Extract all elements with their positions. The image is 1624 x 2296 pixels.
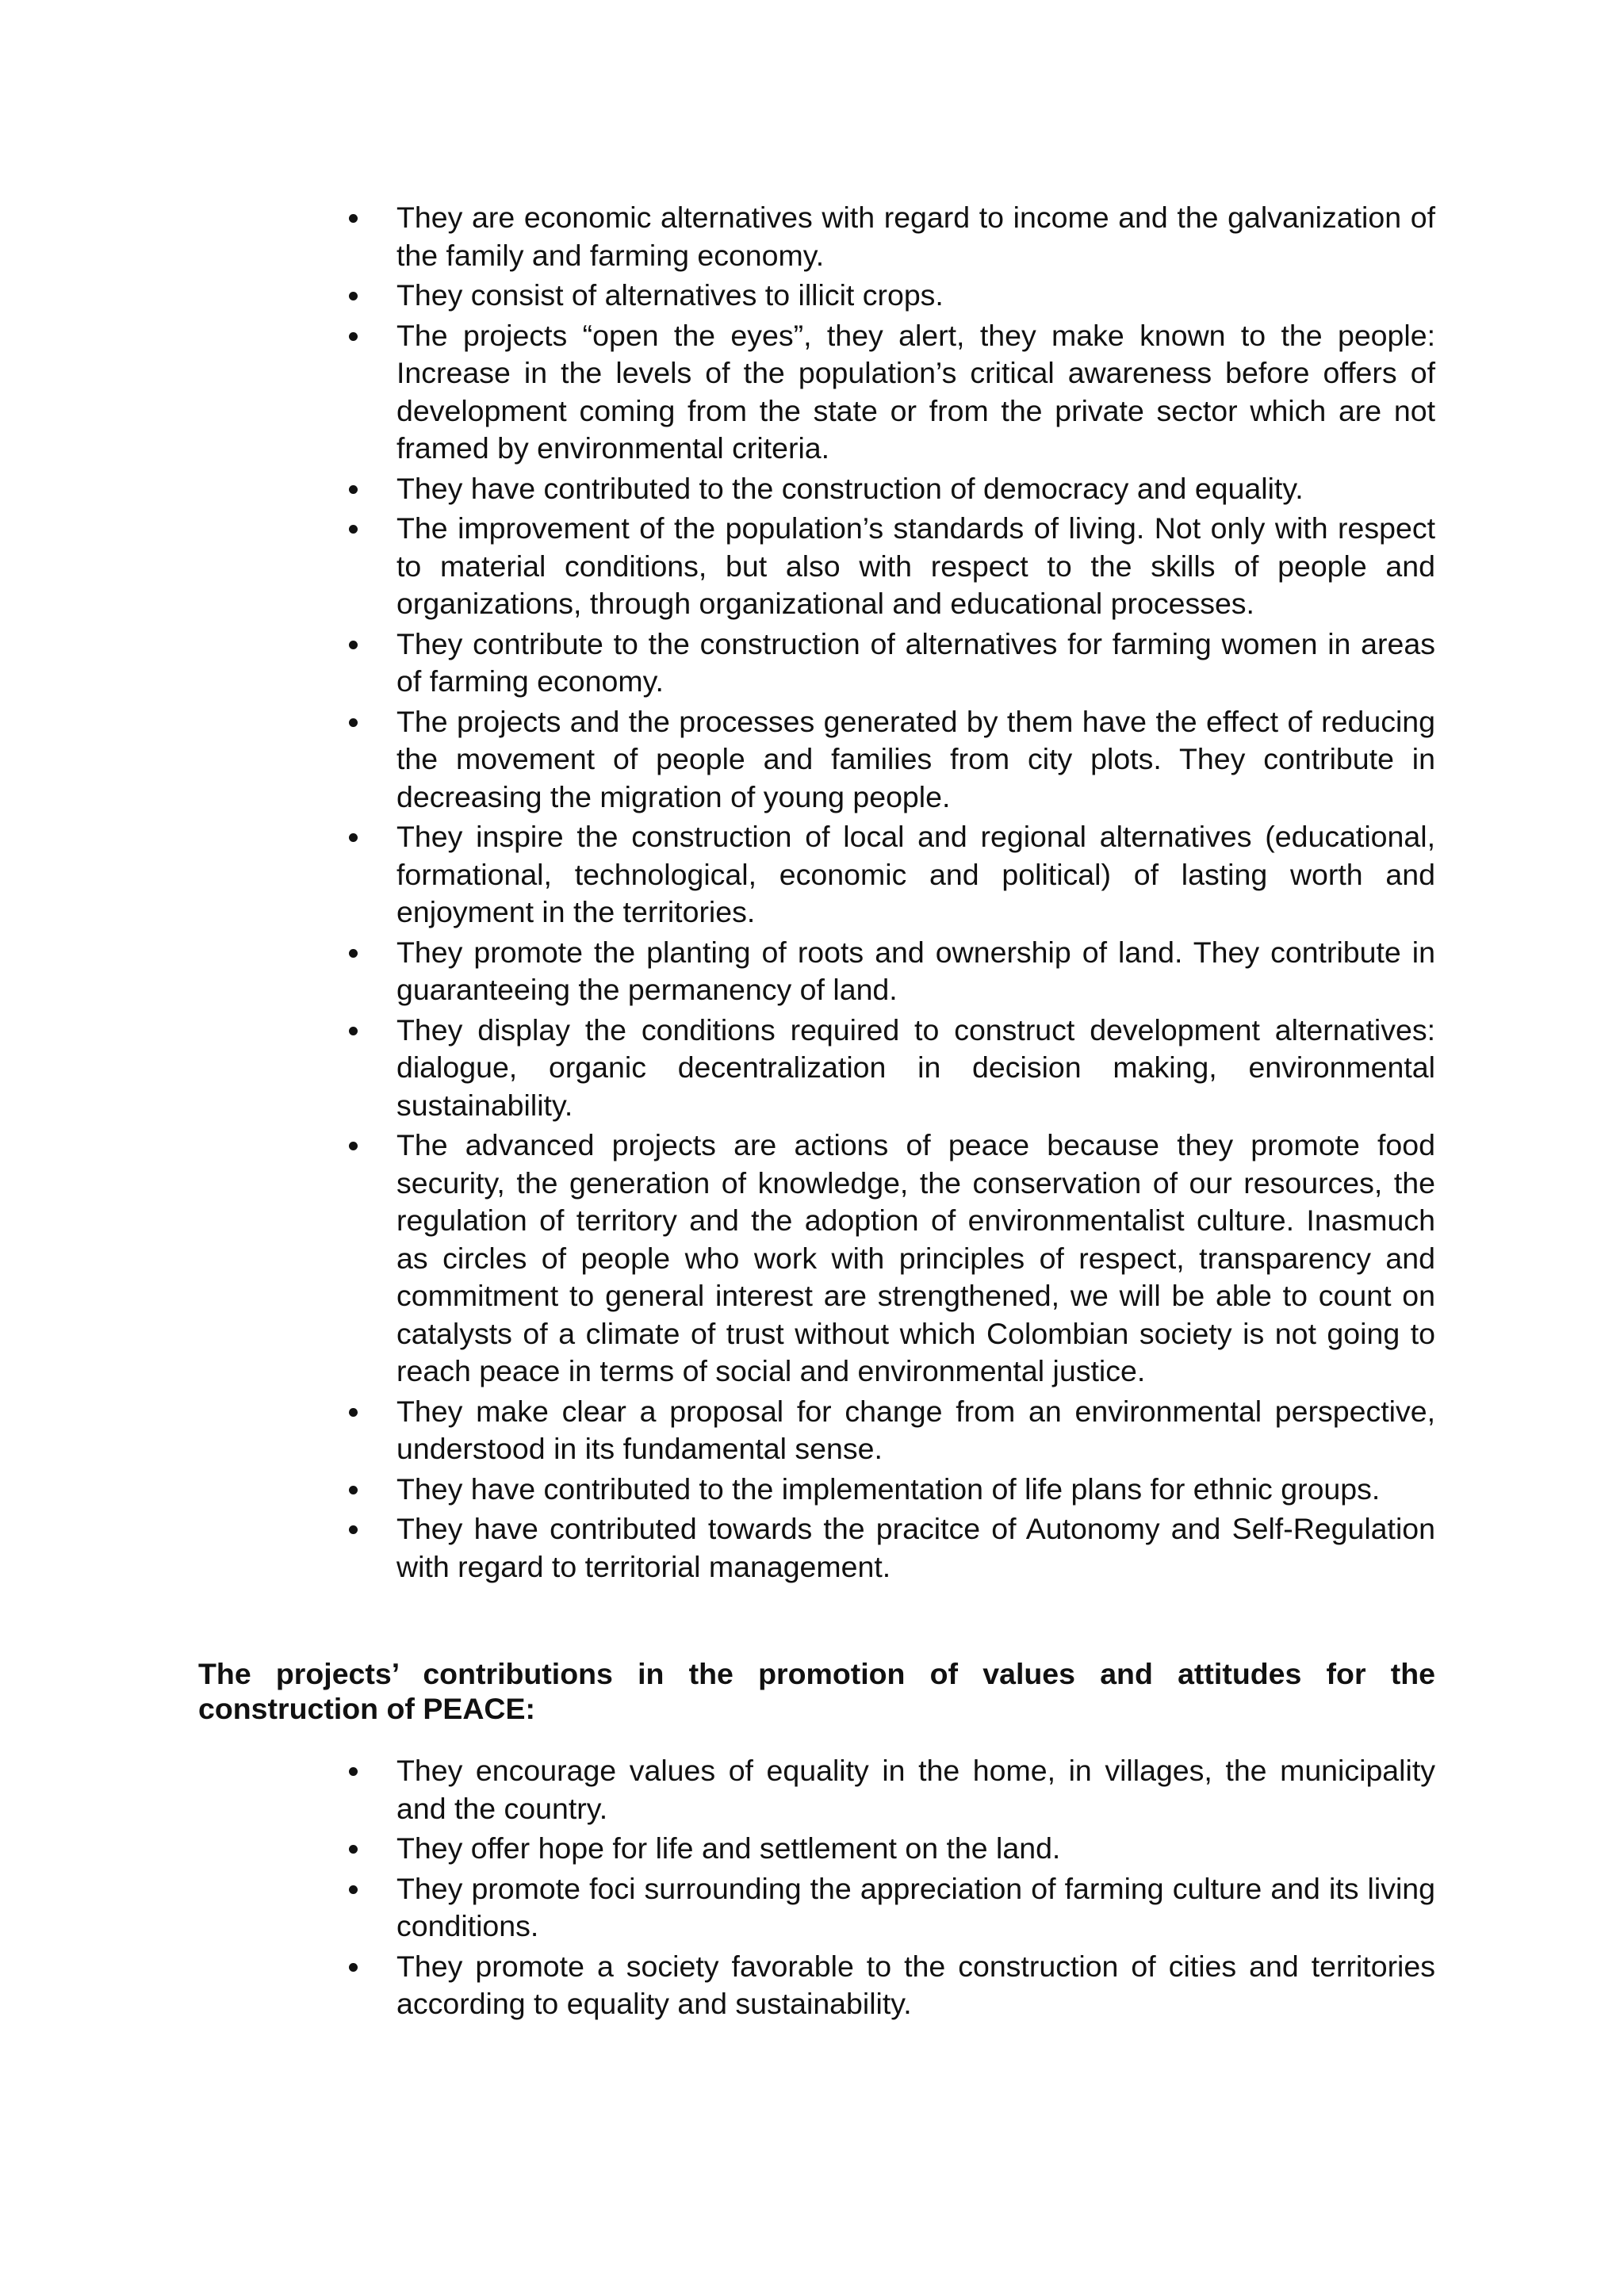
list-item-text: They inspire the construction of local and regional alternatives (educational, formational, technological, economic and political) of lasting worth and enjoyment in the territories. [396,820,1435,928]
bullet-icon [349,1963,358,1972]
list-item-text: They are economic alternatives with regard to income and the galvanization of the family and farming economy. [396,201,1435,272]
list-item [349,1127,1435,1391]
list-item-text: The projects “open the eyes”, they alert, they make known to the people: Increase in the levels of the population’s critical awareness before offers of development coming from the state or from the private sector which are not framed by environmental criteria. [396,318,1435,465]
list-item-text: They encourage values of equality in the home, in villages, the municipality and the country. [396,1754,1435,1825]
bullet-icon [349,1486,358,1494]
list-item [349,1393,1435,1468]
list-item [349,934,1435,1009]
list-item-text: They contribute to the construction of alternatives for farming women in areas of farming economy. [396,626,1435,698]
list-item-text: The advanced projects are actions of peace because they promote food security, the generation of knowledge, the conservation of our resources, the regulation of territory and the adoption of environmentalist culture. Inasmuch as circles of people who work with principles of respect, transparency and commitment to general interest are strengthened, we will be able to count on catalysts of a climate of trust without which Colombian society is not going to reach peace in terms of social and environmental justice. [396,1128,1435,1387]
bullet-icon [349,525,358,534]
bullet-icon [349,1525,358,1534]
list-item-text: They consist of alternatives to illicit crops. [396,278,944,312]
bullet-icon [349,718,358,727]
list-item-text: They have contributed towards the pracitce of Autonomy and Self-Regulation with regard to territorial management. [396,1512,1435,1583]
list-item [349,1510,1435,1586]
bullet-icon [349,332,358,341]
bullet-icon [349,1142,358,1150]
list-item [349,703,1435,817]
list-item [349,199,1435,274]
bullet-icon [349,641,358,649]
list-item [349,277,1435,315]
list-item-text: The improvement of the population’s standards of living. Not only with respect to material conditions, but also with respect to the skills of people and organizations, through organizational and educational processes. [396,511,1435,620]
section-heading: The projects’ contributions in the promotion of values and attitudes for the construction of PEACE: [198,1657,1435,1725]
list-item-text: They make clear a proposal for change from an environmental perspective, understood in its fundamental sense. [396,1394,1435,1465]
list-item-text: They display the conditions required to construct development alternatives: dialogue, organic decentralization in decision making, environmental sustainability. [396,1012,1435,1122]
bullet-icon [349,1845,358,1854]
list-item-text: They have contributed to the construction of democracy and equality. [396,471,1304,505]
list-item [349,1830,1435,1868]
bullet-icon [349,1767,358,1776]
list-item [349,470,1435,508]
bullet-icon [349,485,358,494]
list-item [349,626,1435,701]
list-item [349,1012,1435,1125]
list-item [349,1948,1435,2023]
bullet-icon [349,292,358,300]
list-item [349,1471,1435,1509]
bullet-icon [349,833,358,842]
bullet-icon [349,949,358,958]
bullet-icon [349,214,358,223]
list-item-text: They promote foci surrounding the appreciation of farming culture and its living conditions. [396,1871,1435,1942]
list-item-text: They promote a society favorable to the construction of cities and territories according to equality and sustainability. [396,1949,1435,2020]
list-item [349,1870,1435,1946]
bullet-icon [349,1408,358,1417]
contributions-list [349,199,1435,1588]
bullet-icon [349,1885,358,1894]
list-item-text: They promote the planting of roots and ownership of land. They contribute in guaranteeing the permanency of land. [396,935,1435,1006]
list-item [349,818,1435,932]
list-item [349,317,1435,468]
list-item [349,1752,1435,1827]
list-item [349,510,1435,623]
list-item-text: The projects and the processes generated by them have the effect of reducing the movement of people and families from city plots. They contribute in decreasing the migration of young people. [396,704,1435,813]
bullet-icon [349,1027,358,1035]
list-item-text: They have contributed to the implementation of life plans for ethnic groups. [396,1471,1381,1506]
list-item-text: They offer hope for life and settlement on the land. [396,1831,1061,1865]
peace-values-list [349,1752,1435,2026]
